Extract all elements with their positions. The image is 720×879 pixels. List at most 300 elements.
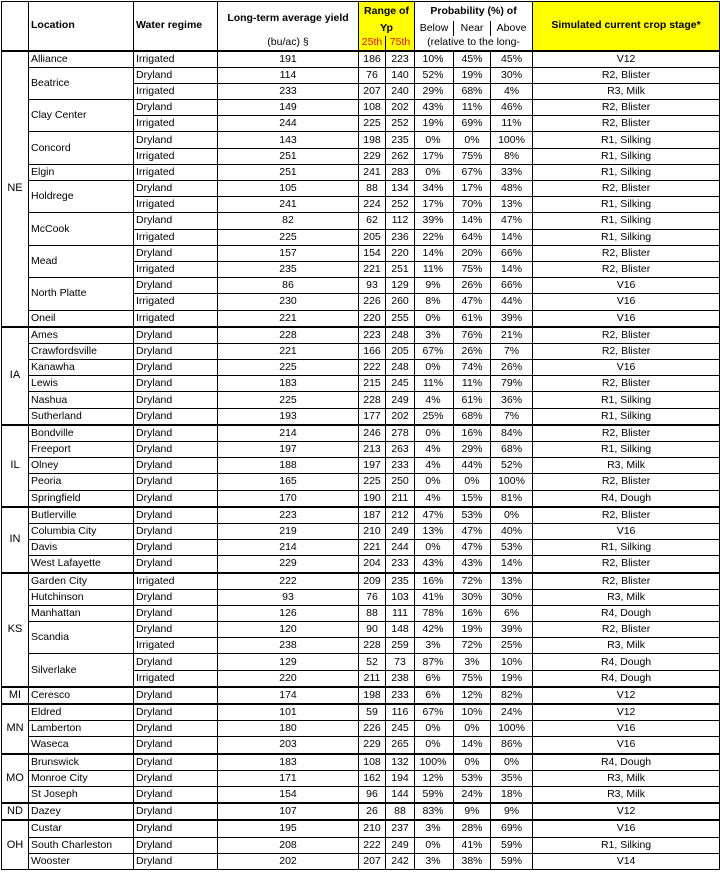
- prob-above-cell: 24%: [491, 704, 533, 721]
- prob-above-cell: 25%: [491, 638, 533, 654]
- yp-25th-cell: 221: [359, 540, 386, 556]
- prob-near-cell: 76%: [454, 327, 491, 344]
- location-cell: Silverlake: [29, 654, 134, 687]
- water-regime-cell: Dryland: [134, 820, 218, 837]
- prob-above-cell: 35%: [491, 770, 533, 786]
- crop-stage-cell: R1, Silking: [533, 392, 720, 408]
- water-regime-cell: Dryland: [134, 622, 218, 638]
- yp-25th-cell: 108: [359, 100, 386, 116]
- water-regime-cell: Dryland: [134, 754, 218, 771]
- yp-25th-cell: 211: [359, 670, 386, 687]
- crop-stage-cell: V16: [533, 294, 720, 310]
- long-term-yield-cell: 238: [218, 638, 359, 654]
- yp-75th-cell: 244: [386, 540, 415, 556]
- prob-above-cell: 13%: [491, 573, 533, 590]
- yp-25th-cell: 213: [359, 442, 386, 458]
- prob-above-cell: 48%: [491, 181, 533, 197]
- prob-below-cell: 0%: [415, 737, 454, 754]
- yp-75th-cell: 242: [386, 853, 415, 869]
- prob-below-cell: 43%: [415, 556, 454, 573]
- yp-75th-cell: 238: [386, 670, 415, 687]
- yp-25th-cell: 222: [359, 837, 386, 853]
- yp-25th-cell: 76: [359, 589, 386, 605]
- table-row: [2, 507, 720, 524]
- prob-near-cell: 47%: [454, 294, 491, 310]
- long-term-yield-cell: 235: [218, 261, 359, 277]
- prob-near-cell: 11%: [454, 376, 491, 392]
- crop-stage-cell: R4, Dough: [533, 654, 720, 670]
- prob-near-cell: 75%: [454, 261, 491, 277]
- crop-stage-cell: R3, Milk: [533, 589, 720, 605]
- prob-below-cell: 0%: [415, 425, 454, 442]
- table-row: [2, 245, 720, 261]
- crop-stage-cell: V12: [533, 704, 720, 721]
- prob-below-cell: 0%: [415, 721, 454, 737]
- crop-stage-cell: R2, Blister: [533, 573, 720, 590]
- long-term-yield-cell: 174: [218, 687, 359, 704]
- prob-above-cell: 7%: [491, 408, 533, 425]
- long-term-yield-cell: 157: [218, 245, 359, 261]
- yp-25th-cell: 226: [359, 721, 386, 737]
- yp-75th-cell: 132: [386, 754, 415, 771]
- prob-below-cell: 34%: [415, 181, 454, 197]
- prob-above-cell: 46%: [491, 100, 533, 116]
- long-term-yield-cell: 221: [218, 310, 359, 327]
- header-yield-unit: (bu/ac) §: [218, 36, 359, 51]
- prob-near-cell: 17%: [454, 181, 491, 197]
- table-row: [2, 786, 720, 803]
- table-row: [2, 425, 720, 442]
- long-term-yield-cell: 183: [218, 754, 359, 771]
- water-regime-cell: Dryland: [134, 278, 218, 294]
- table-row: [2, 770, 720, 786]
- water-regime-cell: Dryland: [134, 837, 218, 853]
- crop-stage-cell: R3, Milk: [533, 638, 720, 654]
- location-cell: Elgin: [29, 164, 134, 180]
- water-regime-cell: Irrigated: [134, 148, 218, 164]
- table-row: [2, 687, 720, 704]
- location-cell: Custar: [29, 820, 134, 837]
- state-cell: MI: [2, 687, 29, 704]
- location-cell: Hutchinson: [29, 589, 134, 605]
- table-row: [2, 523, 720, 539]
- water-regime-cell: Irrigated: [134, 294, 218, 310]
- prob-near-cell: 0%: [454, 132, 491, 148]
- crop-stage-cell: R4, Dough: [533, 670, 720, 687]
- location-cell: Sutherland: [29, 408, 134, 425]
- yp-25th-cell: 228: [359, 392, 386, 408]
- long-term-yield-cell: 230: [218, 294, 359, 310]
- prob-below-cell: 6%: [415, 670, 454, 687]
- yp-75th-cell: 259: [386, 638, 415, 654]
- yp-25th-cell: 96: [359, 786, 386, 803]
- crop-stage-cell: R3, Milk: [533, 83, 720, 99]
- crop-stage-cell: R2, Blister: [533, 100, 720, 116]
- table-row: [2, 132, 720, 148]
- prob-near-cell: 61%: [454, 310, 491, 327]
- prob-near-cell: 16%: [454, 605, 491, 621]
- prob-above-cell: 39%: [491, 310, 533, 327]
- yp-25th-cell: 225: [359, 116, 386, 132]
- yp-25th-cell: 93: [359, 278, 386, 294]
- prob-below-cell: 17%: [415, 197, 454, 213]
- prob-near-cell: 75%: [454, 670, 491, 687]
- crop-stage-cell: R2, Blister: [533, 507, 720, 524]
- table-row: [2, 605, 720, 621]
- table-row: [2, 343, 720, 359]
- prob-above-cell: 44%: [491, 294, 533, 310]
- long-term-yield-cell: 221: [218, 343, 359, 359]
- location-cell: Mead: [29, 245, 134, 277]
- table-row: [2, 589, 720, 605]
- long-term-yield-cell: 228: [218, 327, 359, 344]
- table-row: [2, 737, 720, 754]
- yp-75th-cell: 134: [386, 181, 415, 197]
- prob-below-cell: 100%: [415, 754, 454, 771]
- water-regime-cell: Irrigated: [134, 83, 218, 99]
- state-cell: OH: [2, 820, 29, 869]
- water-regime-cell: Irrigated: [134, 638, 218, 654]
- state-cell: IN: [2, 507, 29, 573]
- crop-stage-cell: V16: [533, 278, 720, 294]
- prob-near-cell: 0%: [454, 474, 491, 490]
- prob-near-cell: 41%: [454, 837, 491, 853]
- table-row: [2, 164, 720, 180]
- table-row: [2, 704, 720, 721]
- water-regime-cell: Dryland: [134, 605, 218, 621]
- long-term-yield-cell: 223: [218, 507, 359, 524]
- yp-75th-cell: 265: [386, 737, 415, 754]
- location-cell: Butlerville: [29, 507, 134, 524]
- prob-near-cell: 9%: [454, 803, 491, 820]
- water-regime-cell: Dryland: [134, 770, 218, 786]
- prob-below-cell: 59%: [415, 786, 454, 803]
- location-cell: Crawfordsville: [29, 343, 134, 359]
- yp-25th-cell: 90: [359, 622, 386, 638]
- prob-below-cell: 12%: [415, 770, 454, 786]
- prob-near-cell: 24%: [454, 786, 491, 803]
- table-row: [2, 51, 720, 68]
- location-cell: Ames: [29, 327, 134, 344]
- yp-25th-cell: 177: [359, 408, 386, 425]
- yp-75th-cell: 262: [386, 148, 415, 164]
- table-row: [2, 573, 720, 590]
- yp-75th-cell: 233: [386, 458, 415, 474]
- long-term-yield-cell: 197: [218, 442, 359, 458]
- table-row: [2, 754, 720, 771]
- crop-stage-cell: V12: [533, 51, 720, 68]
- table-row: [2, 837, 720, 853]
- location-cell: Olney: [29, 458, 134, 474]
- yp-75th-cell: 249: [386, 523, 415, 539]
- table-body: [2, 51, 720, 870]
- header-state-cell: [2, 2, 29, 51]
- yp-25th-cell: 197: [359, 458, 386, 474]
- prob-below-cell: 17%: [415, 148, 454, 164]
- table-row: [2, 278, 720, 294]
- long-term-yield-cell: 171: [218, 770, 359, 786]
- yp-25th-cell: 220: [359, 310, 386, 327]
- crop-stage-cell: R1, Silking: [533, 132, 720, 148]
- crop-stage-cell: R1, Silking: [533, 164, 720, 180]
- yp-75th-cell: 129: [386, 278, 415, 294]
- water-regime-cell: Irrigated: [134, 51, 218, 68]
- table-row: [2, 721, 720, 737]
- prob-above-cell: 69%: [491, 820, 533, 837]
- long-term-yield-cell: 86: [218, 278, 359, 294]
- location-cell: Concord: [29, 132, 134, 164]
- yp-75th-cell: 235: [386, 132, 415, 148]
- crop-stage-cell: R2, Blister: [533, 343, 720, 359]
- yp-25th-cell: 222: [359, 360, 386, 376]
- prob-below-cell: 87%: [415, 654, 454, 670]
- crop-stage-cell: V12: [533, 803, 720, 820]
- prob-near-cell: 74%: [454, 360, 491, 376]
- table-row: [2, 213, 720, 229]
- long-term-yield-cell: 229: [218, 556, 359, 573]
- crop-stage-cell: R3, Milk: [533, 458, 720, 474]
- prob-near-cell: 43%: [454, 556, 491, 573]
- prob-near-cell: 14%: [454, 737, 491, 754]
- long-term-yield-cell: 208: [218, 837, 359, 853]
- prob-below-cell: 11%: [415, 261, 454, 277]
- yp-25th-cell: 59: [359, 704, 386, 721]
- location-cell: Monroe City: [29, 770, 134, 786]
- prob-below-cell: 10%: [415, 51, 454, 68]
- prob-below-cell: 0%: [415, 132, 454, 148]
- prob-below-cell: 83%: [415, 803, 454, 820]
- long-term-yield-cell: 165: [218, 474, 359, 490]
- yp-75th-cell: 236: [386, 229, 415, 245]
- water-regime-cell: Dryland: [134, 458, 218, 474]
- crop-stage-cell: R3, Milk: [533, 770, 720, 786]
- long-term-yield-cell: 188: [218, 458, 359, 474]
- yp-75th-cell: 255: [386, 310, 415, 327]
- prob-above-cell: 14%: [491, 229, 533, 245]
- yp-25th-cell: 76: [359, 67, 386, 83]
- prob-below-cell: 0%: [415, 540, 454, 556]
- header-crop-stage: Simulated current crop stage*: [533, 2, 720, 51]
- location-cell: Bondville: [29, 425, 134, 442]
- water-regime-cell: Dryland: [134, 425, 218, 442]
- prob-near-cell: 68%: [454, 408, 491, 425]
- long-term-yield-cell: 193: [218, 408, 359, 425]
- prob-above-cell: 7%: [491, 343, 533, 359]
- long-term-yield-cell: 191: [218, 51, 359, 68]
- water-regime-cell: Dryland: [134, 67, 218, 83]
- water-regime-cell: Dryland: [134, 100, 218, 116]
- prob-above-cell: 68%: [491, 442, 533, 458]
- water-regime-cell: Irrigated: [134, 261, 218, 277]
- prob-near-cell: 26%: [454, 343, 491, 359]
- prob-near-cell: 12%: [454, 687, 491, 704]
- prob-near-cell: 64%: [454, 229, 491, 245]
- prob-below-cell: 16%: [415, 573, 454, 590]
- table-row: [2, 820, 720, 837]
- yp-25th-cell: 205: [359, 229, 386, 245]
- prob-near-cell: 72%: [454, 573, 491, 590]
- long-term-yield-cell: 195: [218, 820, 359, 837]
- prob-above-cell: 45%: [491, 51, 533, 68]
- long-term-yield-cell: 93: [218, 589, 359, 605]
- yp-75th-cell: 263: [386, 442, 415, 458]
- yp-75th-cell: 249: [386, 837, 415, 853]
- water-regime-cell: Irrigated: [134, 229, 218, 245]
- prob-below-cell: 67%: [415, 704, 454, 721]
- prob-below-cell: 0%: [415, 360, 454, 376]
- prob-above-cell: 59%: [491, 853, 533, 869]
- long-term-yield-cell: 183: [218, 376, 359, 392]
- yp-75th-cell: 220: [386, 245, 415, 261]
- header-water-regime: Water regime: [134, 2, 218, 51]
- location-cell: McCook: [29, 213, 134, 245]
- water-regime-cell: Dryland: [134, 343, 218, 359]
- prob-near-cell: 75%: [454, 148, 491, 164]
- yp-75th-cell: 103: [386, 589, 415, 605]
- table-row: [2, 853, 720, 869]
- yp-75th-cell: 212: [386, 507, 415, 524]
- yp-25th-cell: 228: [359, 638, 386, 654]
- yp-75th-cell: 233: [386, 687, 415, 704]
- header-below: Below: [415, 21, 454, 36]
- yp-75th-cell: 194: [386, 770, 415, 786]
- crop-stage-cell: R2, Blister: [533, 376, 720, 392]
- table-row: [2, 556, 720, 573]
- crop-stage-cell: R2, Blister: [533, 116, 720, 132]
- yp-25th-cell: 209: [359, 573, 386, 590]
- water-regime-cell: Irrigated: [134, 164, 218, 180]
- table-row: [2, 376, 720, 392]
- crop-stage-cell: R4, Dough: [533, 754, 720, 771]
- prob-near-cell: 30%: [454, 589, 491, 605]
- long-term-yield-cell: 82: [218, 213, 359, 229]
- location-cell: Wooster: [29, 853, 134, 869]
- yp-75th-cell: 250: [386, 474, 415, 490]
- prob-below-cell: 4%: [415, 490, 454, 507]
- prob-below-cell: 47%: [415, 507, 454, 524]
- location-cell: Springfield: [29, 490, 134, 507]
- state-cell: ND: [2, 803, 29, 820]
- table-row: [2, 442, 720, 458]
- location-cell: Lewis: [29, 376, 134, 392]
- yp-75th-cell: 211: [386, 490, 415, 507]
- prob-above-cell: 86%: [491, 737, 533, 754]
- prob-below-cell: 39%: [415, 213, 454, 229]
- prob-near-cell: 11%: [454, 100, 491, 116]
- crop-stage-cell: R1, Silking: [533, 408, 720, 425]
- long-term-yield-cell: 126: [218, 605, 359, 621]
- long-term-yield-cell: 225: [218, 229, 359, 245]
- yp-25th-cell: 210: [359, 820, 386, 837]
- location-cell: Kanawha: [29, 360, 134, 376]
- yp-75th-cell: 140: [386, 67, 415, 83]
- yp-75th-cell: 245: [386, 721, 415, 737]
- long-term-yield-cell: 241: [218, 197, 359, 213]
- yp-25th-cell: 204: [359, 556, 386, 573]
- long-term-yield-cell: 220: [218, 670, 359, 687]
- table-row: [2, 474, 720, 490]
- water-regime-cell: Irrigated: [134, 197, 218, 213]
- table-row: [2, 181, 720, 197]
- yp-25th-cell: 88: [359, 181, 386, 197]
- water-regime-cell: Dryland: [134, 245, 218, 261]
- prob-above-cell: 52%: [491, 458, 533, 474]
- header-location: Location: [29, 2, 134, 51]
- prob-near-cell: 28%: [454, 820, 491, 837]
- yp-25th-cell: 229: [359, 148, 386, 164]
- prob-above-cell: 8%: [491, 148, 533, 164]
- crop-stage-cell: R2, Blister: [533, 327, 720, 344]
- state-cell: NE: [2, 51, 29, 327]
- yp-75th-cell: 248: [386, 327, 415, 344]
- water-regime-cell: Dryland: [134, 474, 218, 490]
- prob-near-cell: 3%: [454, 654, 491, 670]
- prob-above-cell: 36%: [491, 392, 533, 408]
- header-range-yp: Yp: [359, 21, 415, 36]
- yp-25th-cell: 246: [359, 425, 386, 442]
- prob-near-cell: 47%: [454, 540, 491, 556]
- prob-near-cell: 0%: [454, 721, 491, 737]
- prob-near-cell: 0%: [454, 754, 491, 771]
- prob-near-cell: 10%: [454, 704, 491, 721]
- prob-above-cell: 11%: [491, 116, 533, 132]
- table-row: [2, 490, 720, 507]
- long-term-yield-cell: 120: [218, 622, 359, 638]
- crop-stage-cell: R1, Silking: [533, 197, 720, 213]
- location-cell: Peoria: [29, 474, 134, 490]
- water-regime-cell: Dryland: [134, 507, 218, 524]
- water-regime-cell: Dryland: [134, 376, 218, 392]
- yp-75th-cell: 235: [386, 573, 415, 590]
- long-term-yield-cell: 244: [218, 116, 359, 132]
- crop-stage-cell: R1, Silking: [533, 229, 720, 245]
- crop-stage-cell: R1, Silking: [533, 213, 720, 229]
- table-row: [2, 327, 720, 344]
- yp-25th-cell: 187: [359, 507, 386, 524]
- long-term-yield-cell: 180: [218, 721, 359, 737]
- long-term-yield-cell: 170: [218, 490, 359, 507]
- water-regime-cell: Dryland: [134, 556, 218, 573]
- yp-75th-cell: 240: [386, 83, 415, 99]
- prob-above-cell: 30%: [491, 67, 533, 83]
- yp-75th-cell: 278: [386, 425, 415, 442]
- table-row: [2, 803, 720, 820]
- prob-near-cell: 53%: [454, 770, 491, 786]
- location-cell: Holdrege: [29, 181, 134, 213]
- prob-near-cell: 15%: [454, 490, 491, 507]
- prob-above-cell: 6%: [491, 605, 533, 621]
- crop-stage-cell: R2, Blister: [533, 622, 720, 638]
- water-regime-cell: Dryland: [134, 704, 218, 721]
- long-term-yield-cell: 149: [218, 100, 359, 116]
- long-term-yield-cell: 154: [218, 786, 359, 803]
- prob-below-cell: 3%: [415, 820, 454, 837]
- state-cell: MO: [2, 754, 29, 804]
- crop-stage-cell: R1, Silking: [533, 540, 720, 556]
- prob-below-cell: 8%: [415, 294, 454, 310]
- water-regime-cell: Dryland: [134, 803, 218, 820]
- prob-below-cell: 0%: [415, 474, 454, 490]
- prob-below-cell: 67%: [415, 343, 454, 359]
- yp-25th-cell: 186: [359, 51, 386, 68]
- yp-25th-cell: 88: [359, 605, 386, 621]
- location-cell: Beatrice: [29, 67, 134, 99]
- table-row: [2, 622, 720, 638]
- long-term-yield-cell: 219: [218, 523, 359, 539]
- crop-stage-cell: R1, Silking: [533, 148, 720, 164]
- yp-25th-cell: 225: [359, 474, 386, 490]
- prob-below-cell: 19%: [415, 116, 454, 132]
